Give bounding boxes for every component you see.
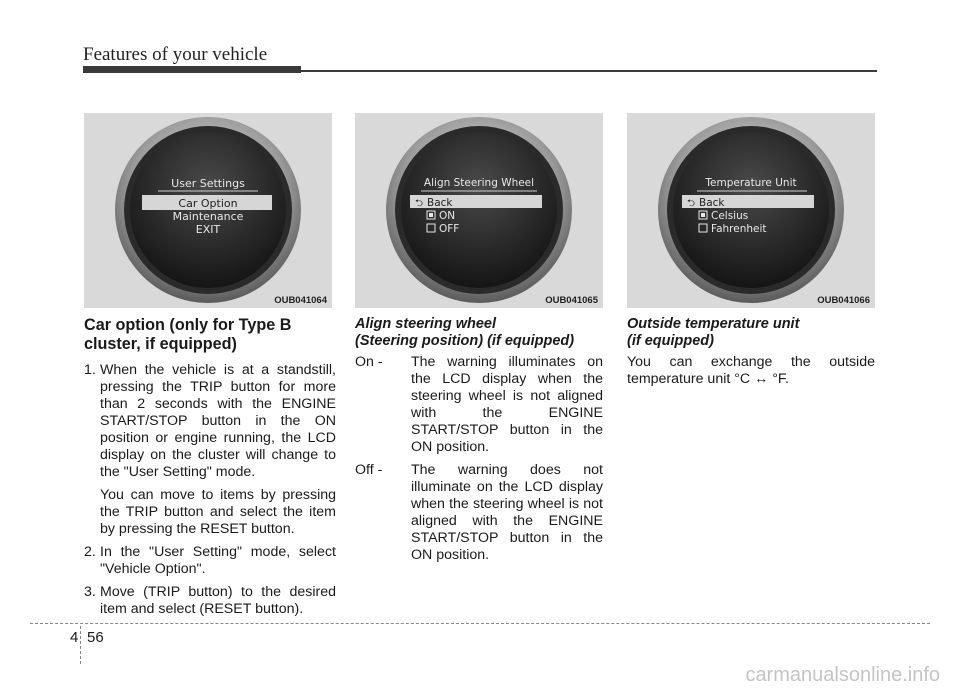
- footer-divider: [30, 623, 930, 624]
- lcd-back: Back: [427, 197, 453, 209]
- watermark: carmanualsonline.info: [745, 664, 940, 686]
- lcd-line: EXIT: [195, 223, 221, 236]
- definition-term: On -: [355, 354, 383, 370]
- heading-line: Outside temperature unit: [627, 316, 800, 332]
- item-text: In the "User Setting" mode, select "Vehicle Option".: [100, 544, 336, 577]
- temperature-unit-section: [627, 316, 875, 388]
- cluster-image-temperature-unit: [627, 113, 875, 308]
- lcd-option: ON: [439, 210, 456, 222]
- item-number: 3.: [84, 584, 96, 600]
- heading-line: Align steering wheel: [355, 316, 496, 332]
- lcd-title: Temperature Unit: [705, 177, 797, 189]
- cluster-image-user-settings: [84, 113, 332, 308]
- list-item: [84, 362, 336, 481]
- image-code: OUB041065: [545, 295, 598, 306]
- item-number: 1.: [84, 362, 96, 378]
- back-arrow-icon: ⮌: [687, 198, 696, 209]
- footer-separator: [80, 626, 81, 664]
- header-title: Features of your vehicle: [83, 44, 268, 65]
- align-steering-section: [355, 316, 603, 570]
- lcd-option: OFF: [439, 223, 460, 235]
- car-option-section: [84, 316, 336, 624]
- list-item: [84, 544, 336, 578]
- definition-text: The warning illuminates on the LCD display when the steering wheel is not aligned with the ENGINE START/STOP button in the ON position.: [411, 354, 603, 455]
- header-rule-thin: [301, 70, 877, 72]
- lcd-title: Align Steering Wheel: [423, 177, 535, 189]
- lcd-line: Maintenance: [172, 210, 244, 223]
- header-rule: [83, 66, 301, 73]
- item-text: When the vehicle is at a standstill, pressing the TRIP button for more than 2 seconds with the ENGINE START/STOP button in the ON position or engine running, the LCD display on the cluster will change to the "User Setting" mode.: [100, 362, 336, 480]
- lcd-line-highlighted: Car Option: [178, 197, 238, 210]
- item-number: 2.: [84, 544, 96, 560]
- section-heading: [355, 316, 603, 350]
- item-text: Move (TRIP button) to the desired item and select (RESET button).: [100, 584, 336, 617]
- item-note: You can move to items by pressing the TRIP button and select the item by pressing the RESET button.: [100, 487, 336, 537]
- lcd-option: Celsius: [711, 210, 749, 222]
- section-heading: Car option (only for Type B cluster, if equipped): [84, 316, 292, 353]
- section-heading: [627, 316, 875, 350]
- body-text: You can exchange the outside temperature unit °C ↔ °F.: [627, 354, 875, 387]
- heading-line: (Steering position) (if equipped): [355, 333, 575, 349]
- lcd-title: User Settings: [171, 177, 245, 190]
- image-code: OUB041066: [817, 295, 870, 306]
- back-arrow-icon: ⮌: [415, 198, 424, 209]
- list-item: [84, 584, 336, 618]
- cluster-image-align-steering: [355, 113, 603, 308]
- definition-text: The warning does not illuminate on the LCD display when the steering wheel is not aligned with the ENGINE START/STOP button in the ON position.: [411, 462, 603, 563]
- definition-item: [355, 462, 603, 564]
- section-number: 4: [70, 629, 79, 646]
- image-code: OUB041064: [274, 295, 327, 306]
- heading-line: (if equipped): [627, 333, 714, 349]
- definition-term: Off -: [355, 462, 383, 478]
- lcd-option: Fahrenheit: [711, 223, 767, 235]
- lcd-back: Back: [699, 197, 725, 209]
- definition-item: [355, 354, 603, 456]
- page-number: 56: [87, 629, 104, 646]
